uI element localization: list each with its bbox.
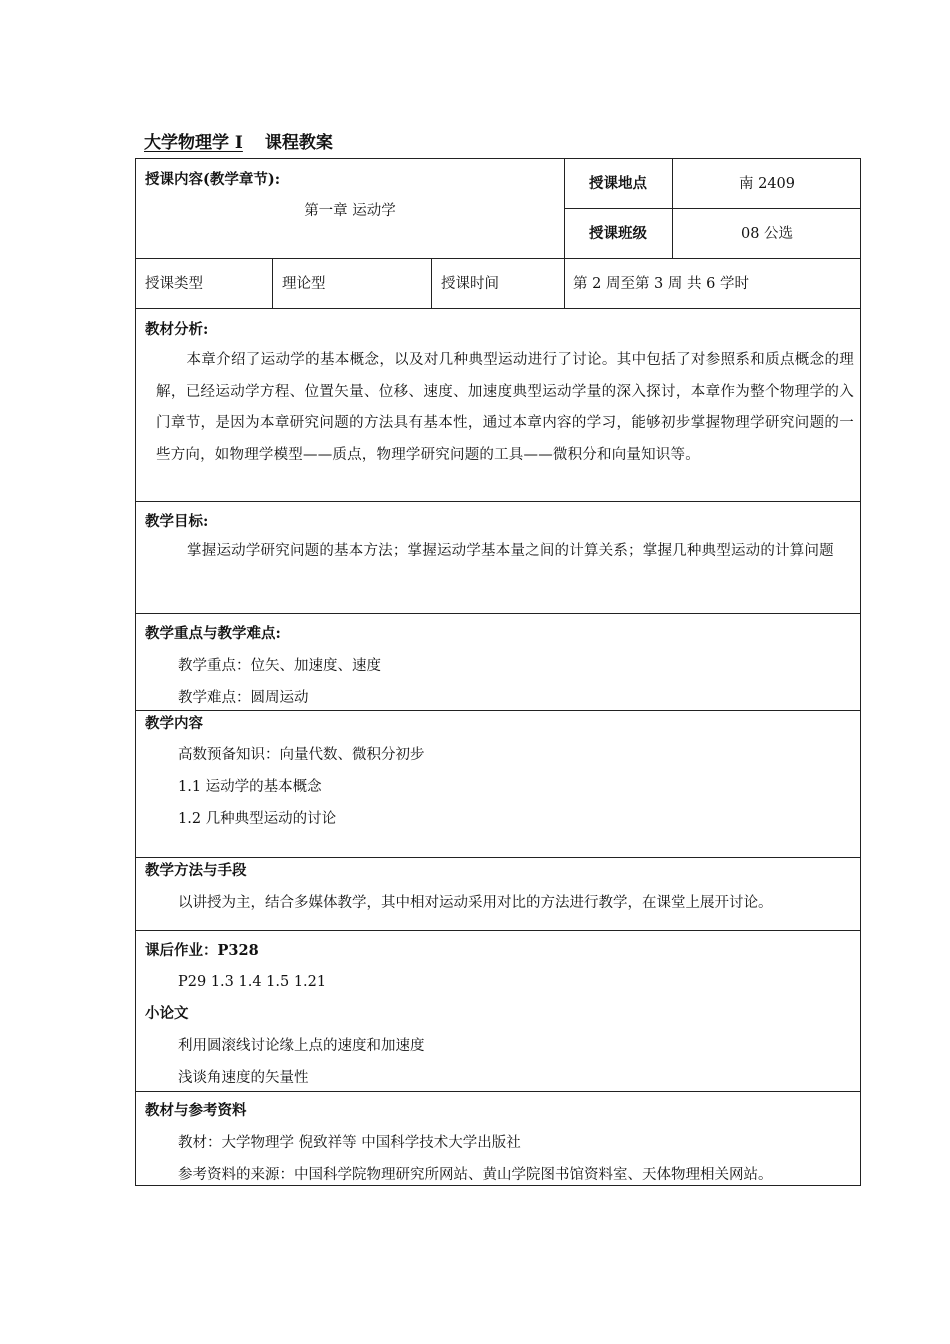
analysis-heading: 教材分析: xyxy=(145,321,209,338)
essay-item: 浅谈角速度的矢量性 xyxy=(178,1070,309,1086)
essay-heading: 小论文 xyxy=(145,1005,189,1022)
time-value: 第 2 周至第 3 周 共 6 学时 xyxy=(573,276,749,292)
document-title xyxy=(144,128,333,153)
rule-type-divider-2 xyxy=(431,258,432,308)
type-label: 授课类型 xyxy=(145,276,203,292)
content-label: 授课内容(教学章节): xyxy=(145,171,281,188)
time-label: 授课时间 xyxy=(441,276,499,292)
essay-item: 利用圆滚线讨论缘上点的速度和加速度 xyxy=(178,1038,425,1054)
rule-header-right xyxy=(564,208,860,209)
type-value: 理论型 xyxy=(282,276,326,292)
homework-heading: 课后作业：P328 xyxy=(145,942,259,959)
class-value: 08 公选 xyxy=(740,226,794,242)
rule-homework-bottom xyxy=(136,1091,860,1092)
methods-heading: 教学方法与手段 xyxy=(145,862,247,879)
rule-focus-bottom xyxy=(136,710,860,711)
rule-header-bottom xyxy=(136,258,860,259)
sources-line: 参考资料的来源：中国科学院物理研究所网站、黄山学院图书馆资料室、天体物理相关网站。 xyxy=(178,1167,773,1183)
homework-line: P29 1.3 1.4 1.5 1.21 xyxy=(178,974,327,990)
methods-text: 以讲授为主，结合多媒体教学，其中相对运动采用对比的方法进行教学，在课堂上展开讨论。 xyxy=(178,895,773,911)
textbook-line: 教材：大学物理学 倪致祥等 中国科学技术大学出版社 xyxy=(178,1135,521,1151)
rule-analysis-bottom xyxy=(136,501,860,502)
title-suffix: 课程教案 xyxy=(264,133,333,153)
content-item: 1.2 几种典型运动的讨论 xyxy=(178,811,337,827)
rule-goals-bottom xyxy=(136,613,860,614)
chapter-title: 第一章 运动学 xyxy=(304,203,396,219)
rule-type-row-bottom xyxy=(136,308,860,309)
location-value: 南 2409 xyxy=(738,176,795,192)
lesson-plan-table xyxy=(135,158,861,1186)
goals-heading: 教学目标: xyxy=(145,513,209,530)
content-item: 1.1 运动学的基本概念 xyxy=(178,779,322,795)
rule-type-divider-1 xyxy=(272,258,273,308)
rule-methods-bottom xyxy=(136,930,860,931)
content-item: 高数预备知识：向量代数、微积分初步 xyxy=(178,747,425,763)
difficulty-point: 教学难点：圆周运动 xyxy=(178,690,309,706)
class-label: 授课班级 xyxy=(589,225,647,242)
location-label: 授课地点 xyxy=(589,175,647,192)
key-point: 教学重点：位矢、加速度、速度 xyxy=(178,658,381,674)
focus-heading: 教学重点与教学难点: xyxy=(145,625,281,642)
references-heading: 教材与参考资料 xyxy=(145,1102,247,1119)
content-heading: 教学内容 xyxy=(145,715,203,732)
analysis-text: 本章介绍了运动学的基本概念，以及对几种典型运动进行了讨论。其中包括了对参照系和质点概念的理解，已经运动学方程、位置矢量、位移、速度、加速度典型运动学量的深入探讨，本章作为整个物理学的入门章节，是因为本章研究问题的方法具有基本性，通过本章内容的学习，能够初步掌握物理学研究问题的一些方向，如物理学模型——质点，物理学研究问题的工具——微积分和向量知识等。 xyxy=(156,352,854,463)
rule-content-bottom xyxy=(136,857,860,858)
goals-text: 掌握运动学研究问题的基本方法；掌握运动学基本量之间的计算关系；掌握几种典型运动的计算问题 xyxy=(187,543,834,559)
course-name: 大学物理学 I xyxy=(144,133,243,153)
